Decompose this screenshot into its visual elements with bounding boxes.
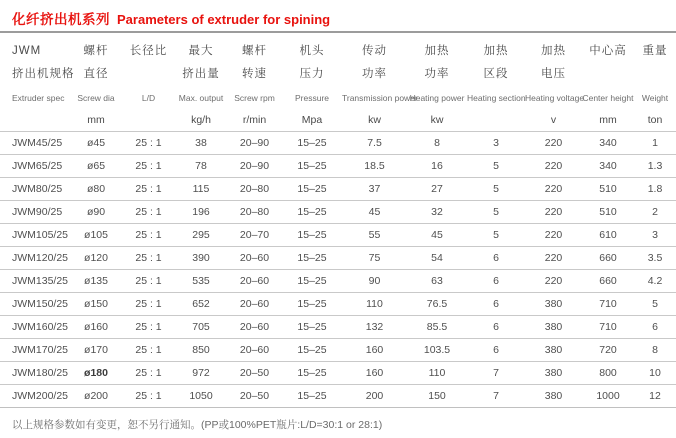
cell-transmission-power: 55 bbox=[342, 224, 407, 247]
cell-heating-power: 76.5 bbox=[407, 293, 467, 316]
table-row bbox=[0, 155, 676, 178]
cell-heating-voltage: 220 bbox=[525, 132, 582, 155]
cell-screw-rpm: 20–60 bbox=[227, 270, 282, 293]
cell-extruder-spec: JWM80/25 bbox=[0, 178, 70, 201]
cell-weight: 3 bbox=[634, 224, 676, 247]
cell-heating-voltage: 380 bbox=[525, 339, 582, 362]
cell-transmission-power: 200 bbox=[342, 385, 407, 408]
header-cell-transmission-power bbox=[342, 33, 418, 132]
table-row bbox=[0, 247, 676, 270]
cell-screw-rpm: 20–50 bbox=[227, 362, 282, 385]
cell-screw-rpm: 20–80 bbox=[227, 201, 282, 224]
header-unit-screw-dia: mm bbox=[87, 114, 105, 126]
table-row bbox=[0, 201, 676, 224]
table-row bbox=[0, 362, 676, 385]
header-cn2-weight bbox=[634, 63, 676, 86]
cell-screw-rpm: 20–70 bbox=[227, 224, 282, 247]
cell-weight: 1.8 bbox=[634, 178, 676, 201]
header-cn1-screw-rpm: 螺杆 bbox=[242, 45, 267, 57]
cell-heating-section: 3 bbox=[467, 132, 525, 155]
cell-heating-section: 6 bbox=[467, 339, 525, 362]
cell-ld-ratio: 25 : 1 bbox=[122, 201, 175, 224]
cell-heating-power: 45 bbox=[407, 224, 467, 247]
cell-extruder-spec: JWM120/25 bbox=[0, 247, 70, 270]
cell-screw-dia: ø105 bbox=[70, 224, 122, 247]
header-cell-screw-dia bbox=[70, 33, 122, 132]
cell-heating-power: 8 bbox=[407, 132, 467, 155]
cell-max-output: 972 bbox=[175, 362, 227, 385]
header-unit-center-height: mm bbox=[599, 114, 617, 126]
cell-screw-rpm: 20–80 bbox=[227, 178, 282, 201]
header-unit-head-pressure: Mpa bbox=[301, 114, 323, 126]
cell-ld-ratio: 25 : 1 bbox=[122, 155, 175, 178]
cell-screw-rpm: 20–90 bbox=[227, 132, 282, 155]
cell-screw-dia: ø80 bbox=[70, 178, 122, 201]
cell-center-height: 660 bbox=[582, 247, 634, 270]
extruder-parameters-table bbox=[0, 33, 676, 408]
cell-center-height: 510 bbox=[582, 201, 634, 224]
cell-heating-power: 27 bbox=[407, 178, 467, 201]
table-header bbox=[0, 33, 676, 132]
cell-max-output: 390 bbox=[175, 247, 227, 270]
header-cn2-transmission-power: 功率 bbox=[362, 68, 387, 80]
cell-heating-section: 5 bbox=[467, 155, 525, 178]
cell-weight: 5 bbox=[634, 293, 676, 316]
cell-head-pressure: 15–25 bbox=[282, 385, 342, 408]
cell-screw-dia: ø45 bbox=[70, 132, 122, 155]
cell-max-output: 535 bbox=[175, 270, 227, 293]
cell-transmission-power: 75 bbox=[342, 247, 407, 270]
header-en-head-pressure: Pressure bbox=[294, 93, 329, 103]
cell-center-height: 510 bbox=[582, 178, 634, 201]
cell-screw-rpm: 20–60 bbox=[227, 247, 282, 270]
cell-head-pressure: 15–25 bbox=[282, 178, 342, 201]
table-row bbox=[0, 224, 676, 247]
header-en-heating-section: Heating section bbox=[467, 93, 526, 103]
cell-heating-power: 110 bbox=[407, 362, 467, 385]
cell-max-output: 115 bbox=[175, 178, 227, 201]
cell-heating-power: 16 bbox=[407, 155, 467, 178]
cell-screw-rpm: 20–50 bbox=[227, 385, 282, 408]
cell-heating-section: 5 bbox=[467, 201, 525, 224]
cell-extruder-spec: JWM45/25 bbox=[0, 132, 70, 155]
cell-screw-dia: ø120 bbox=[70, 247, 122, 270]
header-cn1-heating-power: 加热 bbox=[424, 45, 450, 57]
cell-heating-section: 7 bbox=[467, 362, 525, 385]
cell-head-pressure: 15–25 bbox=[282, 339, 342, 362]
header-cn1-max-output: 最大 bbox=[188, 45, 214, 57]
header-unit-max-output: kg/h bbox=[191, 114, 211, 126]
header-cn2-head-pressure: 压力 bbox=[299, 68, 325, 80]
page-title bbox=[0, 0, 676, 33]
header-unit-screw-rpm: r/min bbox=[242, 114, 267, 126]
cell-center-height: 720 bbox=[582, 339, 634, 362]
cell-transmission-power: 110 bbox=[342, 293, 407, 316]
table-row bbox=[0, 316, 676, 339]
cell-weight: 6 bbox=[634, 316, 676, 339]
header-en-center-height: Center height bbox=[582, 93, 634, 103]
cell-center-height: 340 bbox=[582, 155, 634, 178]
cell-heating-power: 63 bbox=[407, 270, 467, 293]
cell-center-height: 610 bbox=[582, 224, 634, 247]
header-cell-max-output bbox=[175, 33, 227, 132]
cell-screw-dia: ø65 bbox=[70, 155, 122, 178]
header-unit-weight: ton bbox=[647, 114, 663, 126]
header-unit-transmission-power: kw bbox=[368, 114, 381, 126]
table-row bbox=[0, 270, 676, 293]
cell-heating-section: 5 bbox=[467, 178, 525, 201]
cell-heating-voltage: 220 bbox=[525, 270, 582, 293]
cell-max-output: 196 bbox=[175, 201, 227, 224]
header-row bbox=[0, 33, 676, 132]
header-cn2-screw-rpm: 转速 bbox=[242, 68, 267, 80]
header-cn1-heating-section: 加热 bbox=[483, 45, 509, 57]
header-unit-ld-ratio bbox=[122, 110, 175, 131]
header-unit-heating-power: kw bbox=[430, 114, 444, 126]
cell-heating-voltage: 380 bbox=[525, 316, 582, 339]
cell-screw-rpm: 20–60 bbox=[227, 316, 282, 339]
cell-heating-voltage: 380 bbox=[525, 293, 582, 316]
header-cn2-extruder-spec: 挤出机规格 bbox=[12, 68, 75, 80]
cell-ld-ratio: 25 : 1 bbox=[122, 132, 175, 155]
cell-center-height: 710 bbox=[582, 293, 634, 316]
cell-max-output: 1050 bbox=[175, 385, 227, 408]
cell-screw-rpm: 20–90 bbox=[227, 155, 282, 178]
cell-ld-ratio: 25 : 1 bbox=[122, 339, 175, 362]
cell-weight: 1 bbox=[634, 132, 676, 155]
cell-heating-voltage: 220 bbox=[525, 224, 582, 247]
cell-center-height: 1000 bbox=[582, 385, 634, 408]
cell-screw-rpm: 20–60 bbox=[227, 293, 282, 316]
cell-weight: 4.2 bbox=[634, 270, 676, 293]
cell-transmission-power: 37 bbox=[342, 178, 407, 201]
header-cell-extruder-spec bbox=[0, 33, 75, 132]
cell-transmission-power: 90 bbox=[342, 270, 407, 293]
header-cell-screw-rpm bbox=[227, 33, 282, 132]
header-en-ld-ratio: L/D bbox=[141, 93, 156, 103]
header-cn1-heating-voltage: 加热 bbox=[541, 45, 566, 57]
header-cn1-weight: 重量 bbox=[642, 45, 668, 57]
cell-screw-dia: ø180 bbox=[70, 362, 122, 385]
header-en-max-output: Max. output bbox=[178, 93, 224, 103]
header-cell-head-pressure bbox=[282, 33, 342, 132]
cell-heating-power: 32 bbox=[407, 201, 467, 224]
cell-ld-ratio: 25 : 1 bbox=[122, 247, 175, 270]
cell-extruder-spec: JWM135/25 bbox=[0, 270, 70, 293]
page-title-cn: 化纤挤出机系列 bbox=[12, 12, 110, 27]
header-en-weight: Weight bbox=[641, 93, 669, 103]
cell-extruder-spec: JWM105/25 bbox=[0, 224, 70, 247]
cell-screw-dia: ø160 bbox=[70, 316, 122, 339]
cell-head-pressure: 15–25 bbox=[282, 132, 342, 155]
cell-head-pressure: 15–25 bbox=[282, 270, 342, 293]
cell-transmission-power: 45 bbox=[342, 201, 407, 224]
cell-head-pressure: 15–25 bbox=[282, 224, 342, 247]
cell-screw-rpm: 20–60 bbox=[227, 339, 282, 362]
cell-heating-power: 150 bbox=[407, 385, 467, 408]
cell-screw-dia: ø200 bbox=[70, 385, 122, 408]
cell-weight: 8 bbox=[634, 339, 676, 362]
header-en-heating-power: Heating power bbox=[409, 93, 465, 103]
table-row bbox=[0, 293, 676, 316]
cell-heating-voltage: 220 bbox=[525, 178, 582, 201]
cell-screw-dia: ø150 bbox=[70, 293, 122, 316]
cell-extruder-spec: JWM150/25 bbox=[0, 293, 70, 316]
table-body bbox=[0, 132, 676, 408]
cell-extruder-spec: JWM170/25 bbox=[0, 339, 70, 362]
footer-note: 以上规格参数如有变更，恕不另行通知。(PP或100%PET瓶片:L/D=30:1 or 28:1) bbox=[12, 419, 383, 431]
header-cell-heating-section bbox=[467, 33, 525, 132]
header-cn1-extruder-spec: JWM bbox=[12, 45, 42, 57]
header-en-heating-voltage: Heating voltage bbox=[525, 93, 585, 103]
cell-transmission-power: 160 bbox=[342, 339, 407, 362]
cell-transmission-power: 160 bbox=[342, 362, 407, 385]
cell-heating-voltage: 380 bbox=[525, 385, 582, 408]
cell-heating-section: 6 bbox=[467, 316, 525, 339]
cell-ld-ratio: 25 : 1 bbox=[122, 270, 175, 293]
cell-weight: 2 bbox=[634, 201, 676, 224]
header-cn2-center-height bbox=[582, 63, 634, 86]
table-row bbox=[0, 178, 676, 201]
cell-ld-ratio: 25 : 1 bbox=[122, 362, 175, 385]
header-cn2-heating-section: 区段 bbox=[483, 68, 509, 80]
header-unit-heating-section bbox=[467, 110, 525, 131]
cell-max-output: 705 bbox=[175, 316, 227, 339]
cell-head-pressure: 15–25 bbox=[282, 201, 342, 224]
header-cell-ld-ratio bbox=[122, 33, 175, 132]
cell-heating-section: 7 bbox=[467, 385, 525, 408]
cell-center-height: 800 bbox=[582, 362, 634, 385]
cell-head-pressure: 15–25 bbox=[282, 293, 342, 316]
header-en-transmission-power: Transmission power bbox=[342, 93, 418, 103]
table-row bbox=[0, 339, 676, 362]
table-row bbox=[0, 132, 676, 155]
header-en-screw-dia: Screw dia bbox=[77, 93, 115, 103]
cell-extruder-spec: JWM180/25 bbox=[0, 362, 70, 385]
cell-center-height: 660 bbox=[582, 270, 634, 293]
cell-max-output: 652 bbox=[175, 293, 227, 316]
header-cell-weight bbox=[634, 33, 676, 132]
header-cn1-center-height: 中心高 bbox=[589, 45, 627, 57]
header-cn2-heating-voltage: 电压 bbox=[541, 68, 566, 80]
header-unit-extruder-spec bbox=[12, 110, 70, 131]
cell-heating-power: 85.5 bbox=[407, 316, 467, 339]
cell-extruder-spec: JWM200/25 bbox=[0, 385, 70, 408]
cell-ld-ratio: 25 : 1 bbox=[122, 316, 175, 339]
cell-max-output: 38 bbox=[175, 132, 227, 155]
cell-heating-section: 6 bbox=[467, 293, 525, 316]
cell-transmission-power: 18.5 bbox=[342, 155, 407, 178]
cell-center-height: 710 bbox=[582, 316, 634, 339]
header-cn2-max-output: 挤出量 bbox=[182, 68, 220, 80]
header-cell-center-height bbox=[582, 33, 634, 132]
cell-extruder-spec: JWM90/25 bbox=[0, 201, 70, 224]
header-en-extruder-spec: Extruder spec bbox=[12, 93, 65, 103]
cell-center-height: 340 bbox=[582, 132, 634, 155]
header-cn2-screw-dia: 直径 bbox=[83, 68, 109, 80]
cell-screw-dia: ø90 bbox=[70, 201, 122, 224]
cell-head-pressure: 15–25 bbox=[282, 316, 342, 339]
cell-heating-voltage: 220 bbox=[525, 247, 582, 270]
cell-transmission-power: 132 bbox=[342, 316, 407, 339]
header-en-screw-rpm: Screw rpm bbox=[234, 93, 275, 103]
cell-ld-ratio: 25 : 1 bbox=[122, 385, 175, 408]
header-cn1-head-pressure: 机头 bbox=[299, 45, 325, 57]
cell-max-output: 850 bbox=[175, 339, 227, 362]
table-row bbox=[0, 385, 676, 408]
cell-heating-voltage: 220 bbox=[525, 201, 582, 224]
header-cn2-heating-power: 功率 bbox=[424, 68, 450, 80]
header-cn2-ld-ratio bbox=[122, 63, 175, 86]
cell-heating-section: 6 bbox=[467, 270, 525, 293]
cell-head-pressure: 15–25 bbox=[282, 247, 342, 270]
cell-extruder-spec: JWM160/25 bbox=[0, 316, 70, 339]
cell-heating-section: 5 bbox=[467, 224, 525, 247]
cell-ld-ratio: 25 : 1 bbox=[122, 224, 175, 247]
header-cell-heating-power bbox=[407, 33, 467, 132]
cell-ld-ratio: 25 : 1 bbox=[122, 178, 175, 201]
cell-max-output: 295 bbox=[175, 224, 227, 247]
cell-weight: 3.5 bbox=[634, 247, 676, 270]
cell-extruder-spec: JWM65/25 bbox=[0, 155, 70, 178]
page-title-en: Parameters of extruder for spining bbox=[117, 12, 331, 27]
header-cell-heating-voltage bbox=[525, 33, 585, 132]
header-cn1-transmission-power: 传动 bbox=[362, 45, 387, 57]
cell-head-pressure: 15–25 bbox=[282, 362, 342, 385]
cell-heating-power: 54 bbox=[407, 247, 467, 270]
cell-transmission-power: 7.5 bbox=[342, 132, 407, 155]
cell-heating-voltage: 220 bbox=[525, 155, 582, 178]
cell-max-output: 78 bbox=[175, 155, 227, 178]
cell-screw-dia: ø170 bbox=[70, 339, 122, 362]
header-cn1-screw-dia: 螺杆 bbox=[83, 45, 109, 57]
cell-head-pressure: 15–25 bbox=[282, 155, 342, 178]
header-cn1-ld-ratio: 长径比 bbox=[129, 45, 168, 57]
cell-weight: 1.3 bbox=[634, 155, 676, 178]
header-unit-heating-voltage: v bbox=[550, 114, 557, 126]
cell-heating-power: 103.5 bbox=[407, 339, 467, 362]
cell-weight: 10 bbox=[634, 362, 676, 385]
cell-ld-ratio: 25 : 1 bbox=[122, 293, 175, 316]
cell-screw-dia: ø135 bbox=[70, 270, 122, 293]
cell-heating-section: 6 bbox=[467, 247, 525, 270]
cell-heating-voltage: 380 bbox=[525, 362, 582, 385]
cell-weight: 12 bbox=[634, 385, 676, 408]
